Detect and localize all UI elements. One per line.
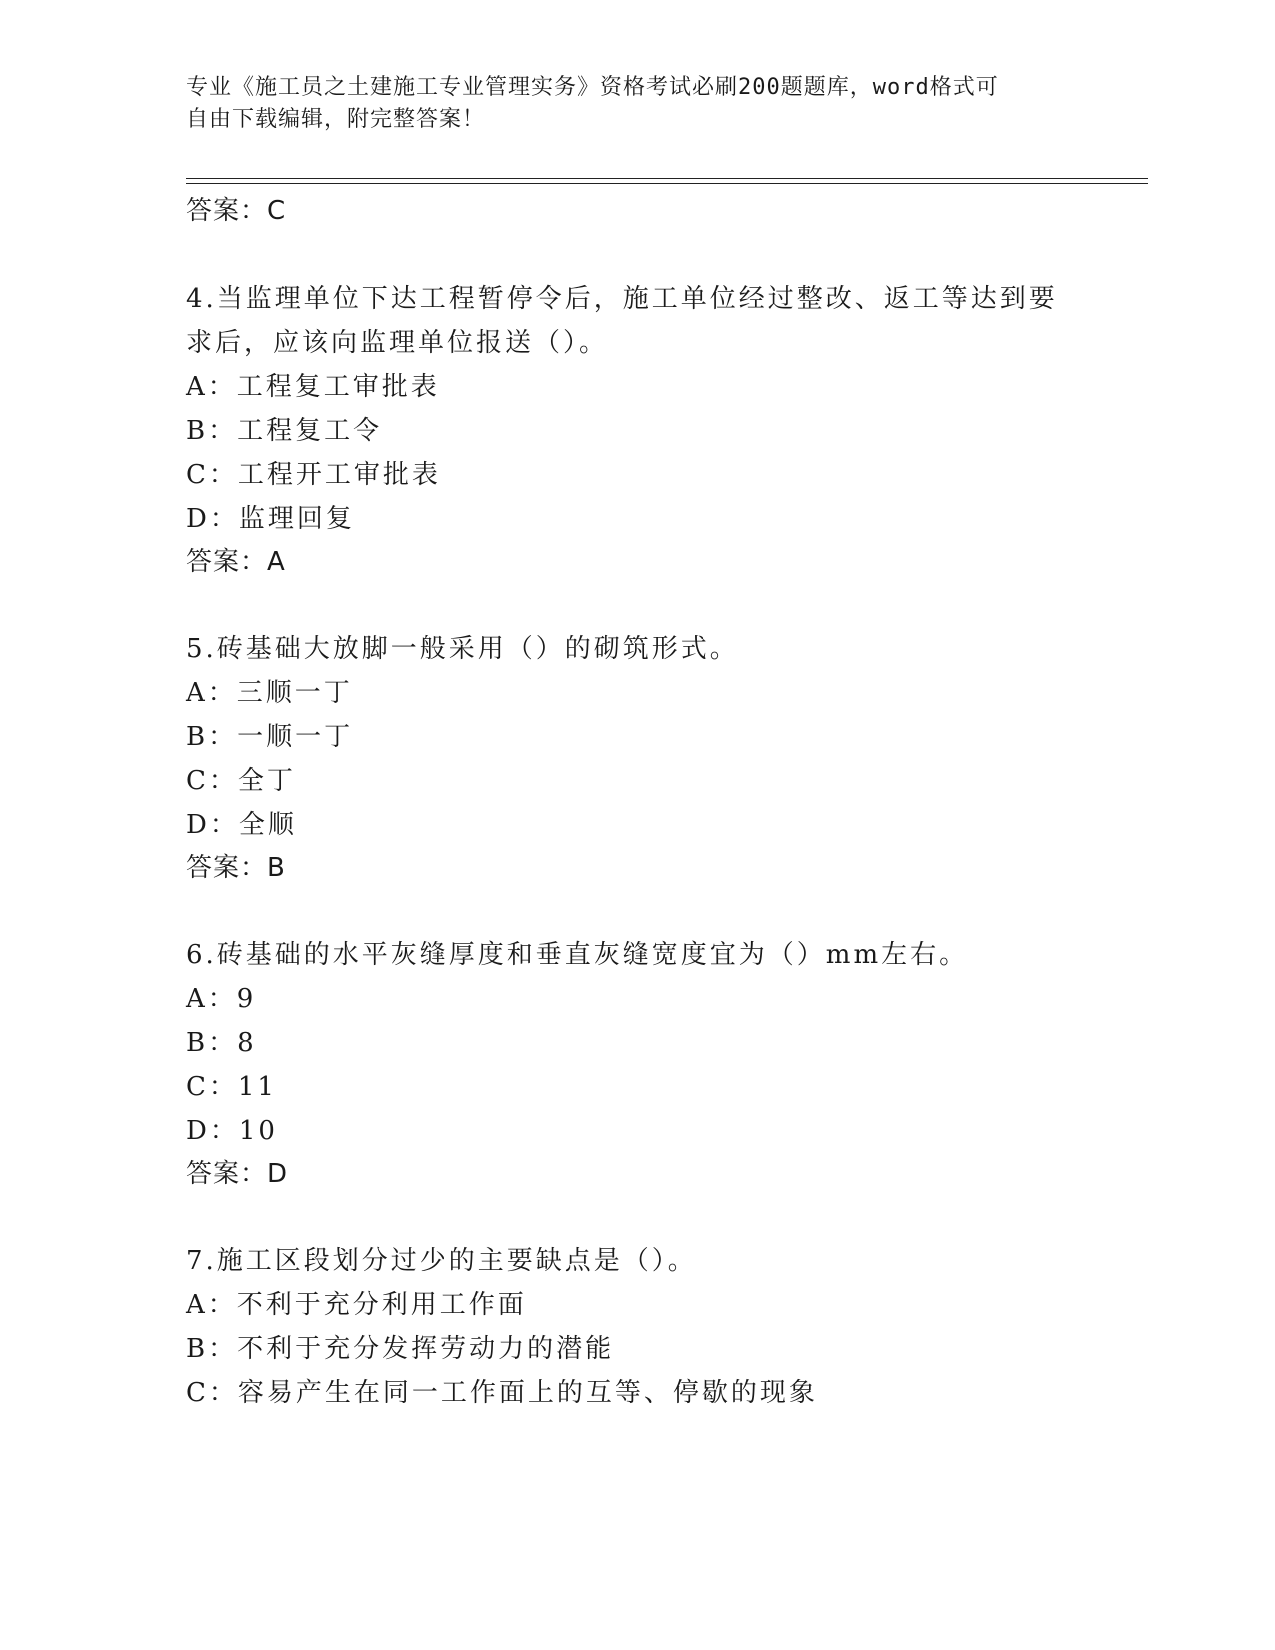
header-title-line1: 专业《施工员之土建施工专业管理实务》资格考试必刷200题题库，word格式可 xyxy=(186,75,999,100)
question-5-stem-line1: 5.砖基础大放脚一般采用（）的砌筑形式。 xyxy=(186,634,739,664)
question-5-option-a: A：三顺一丁 xyxy=(186,678,353,708)
question-4-stem-line1: 4.当监理单位下达工程暂停令后，施工单位经过整改、返工等达到要 xyxy=(186,284,1058,314)
question-5-option-d: D：全顺 xyxy=(186,810,297,840)
question-6-option-a: A：9 xyxy=(186,984,257,1014)
question-5-answer: 答案：B xyxy=(186,853,286,883)
question-4-answer: 答案：A xyxy=(186,547,286,577)
prev-answer: 答案：C xyxy=(186,196,287,226)
question-6-option-d: D：10 xyxy=(186,1116,278,1146)
header-title-line2: 自由下载编辑，附完整答案！ xyxy=(186,107,486,132)
question-5-option-c: C：全丁 xyxy=(186,766,296,796)
question-6-option-b: B：8 xyxy=(186,1028,257,1058)
question-6-stem-line1: 6.砖基础的水平灰缝厚度和垂直灰缝宽度宜为（）mm左右。 xyxy=(186,940,969,970)
question-7-stem-line1: 7.施工区段划分过少的主要缺点是（）。 xyxy=(186,1246,697,1276)
question-4-option-a: A：工程复工审批表 xyxy=(186,372,440,402)
question-7-option-b: B：不利于充分发挥劳动力的潜能 xyxy=(186,1334,615,1364)
question-6-option-c: C：11 xyxy=(186,1072,277,1102)
header-divider-top xyxy=(186,178,1148,179)
question-4-stem-line2: 求后，应该向监理单位报送（）。 xyxy=(186,328,609,358)
question-4-option-b: B：工程复工令 xyxy=(186,416,383,446)
document-header xyxy=(186,72,1086,136)
question-4-option-c: C：工程开工审批表 xyxy=(186,460,441,490)
question-5-option-b: B：一顺一丁 xyxy=(186,722,354,752)
question-7-option-c: C：容易产生在同一工作面上的互等、停歇的现象 xyxy=(186,1378,818,1408)
header-divider-bottom xyxy=(186,183,1148,184)
question-7-option-a: A：不利于充分利用工作面 xyxy=(186,1290,527,1320)
question-4-option-d: D：监理回复 xyxy=(186,504,355,534)
question-6-answer: 答案：D xyxy=(186,1159,289,1189)
